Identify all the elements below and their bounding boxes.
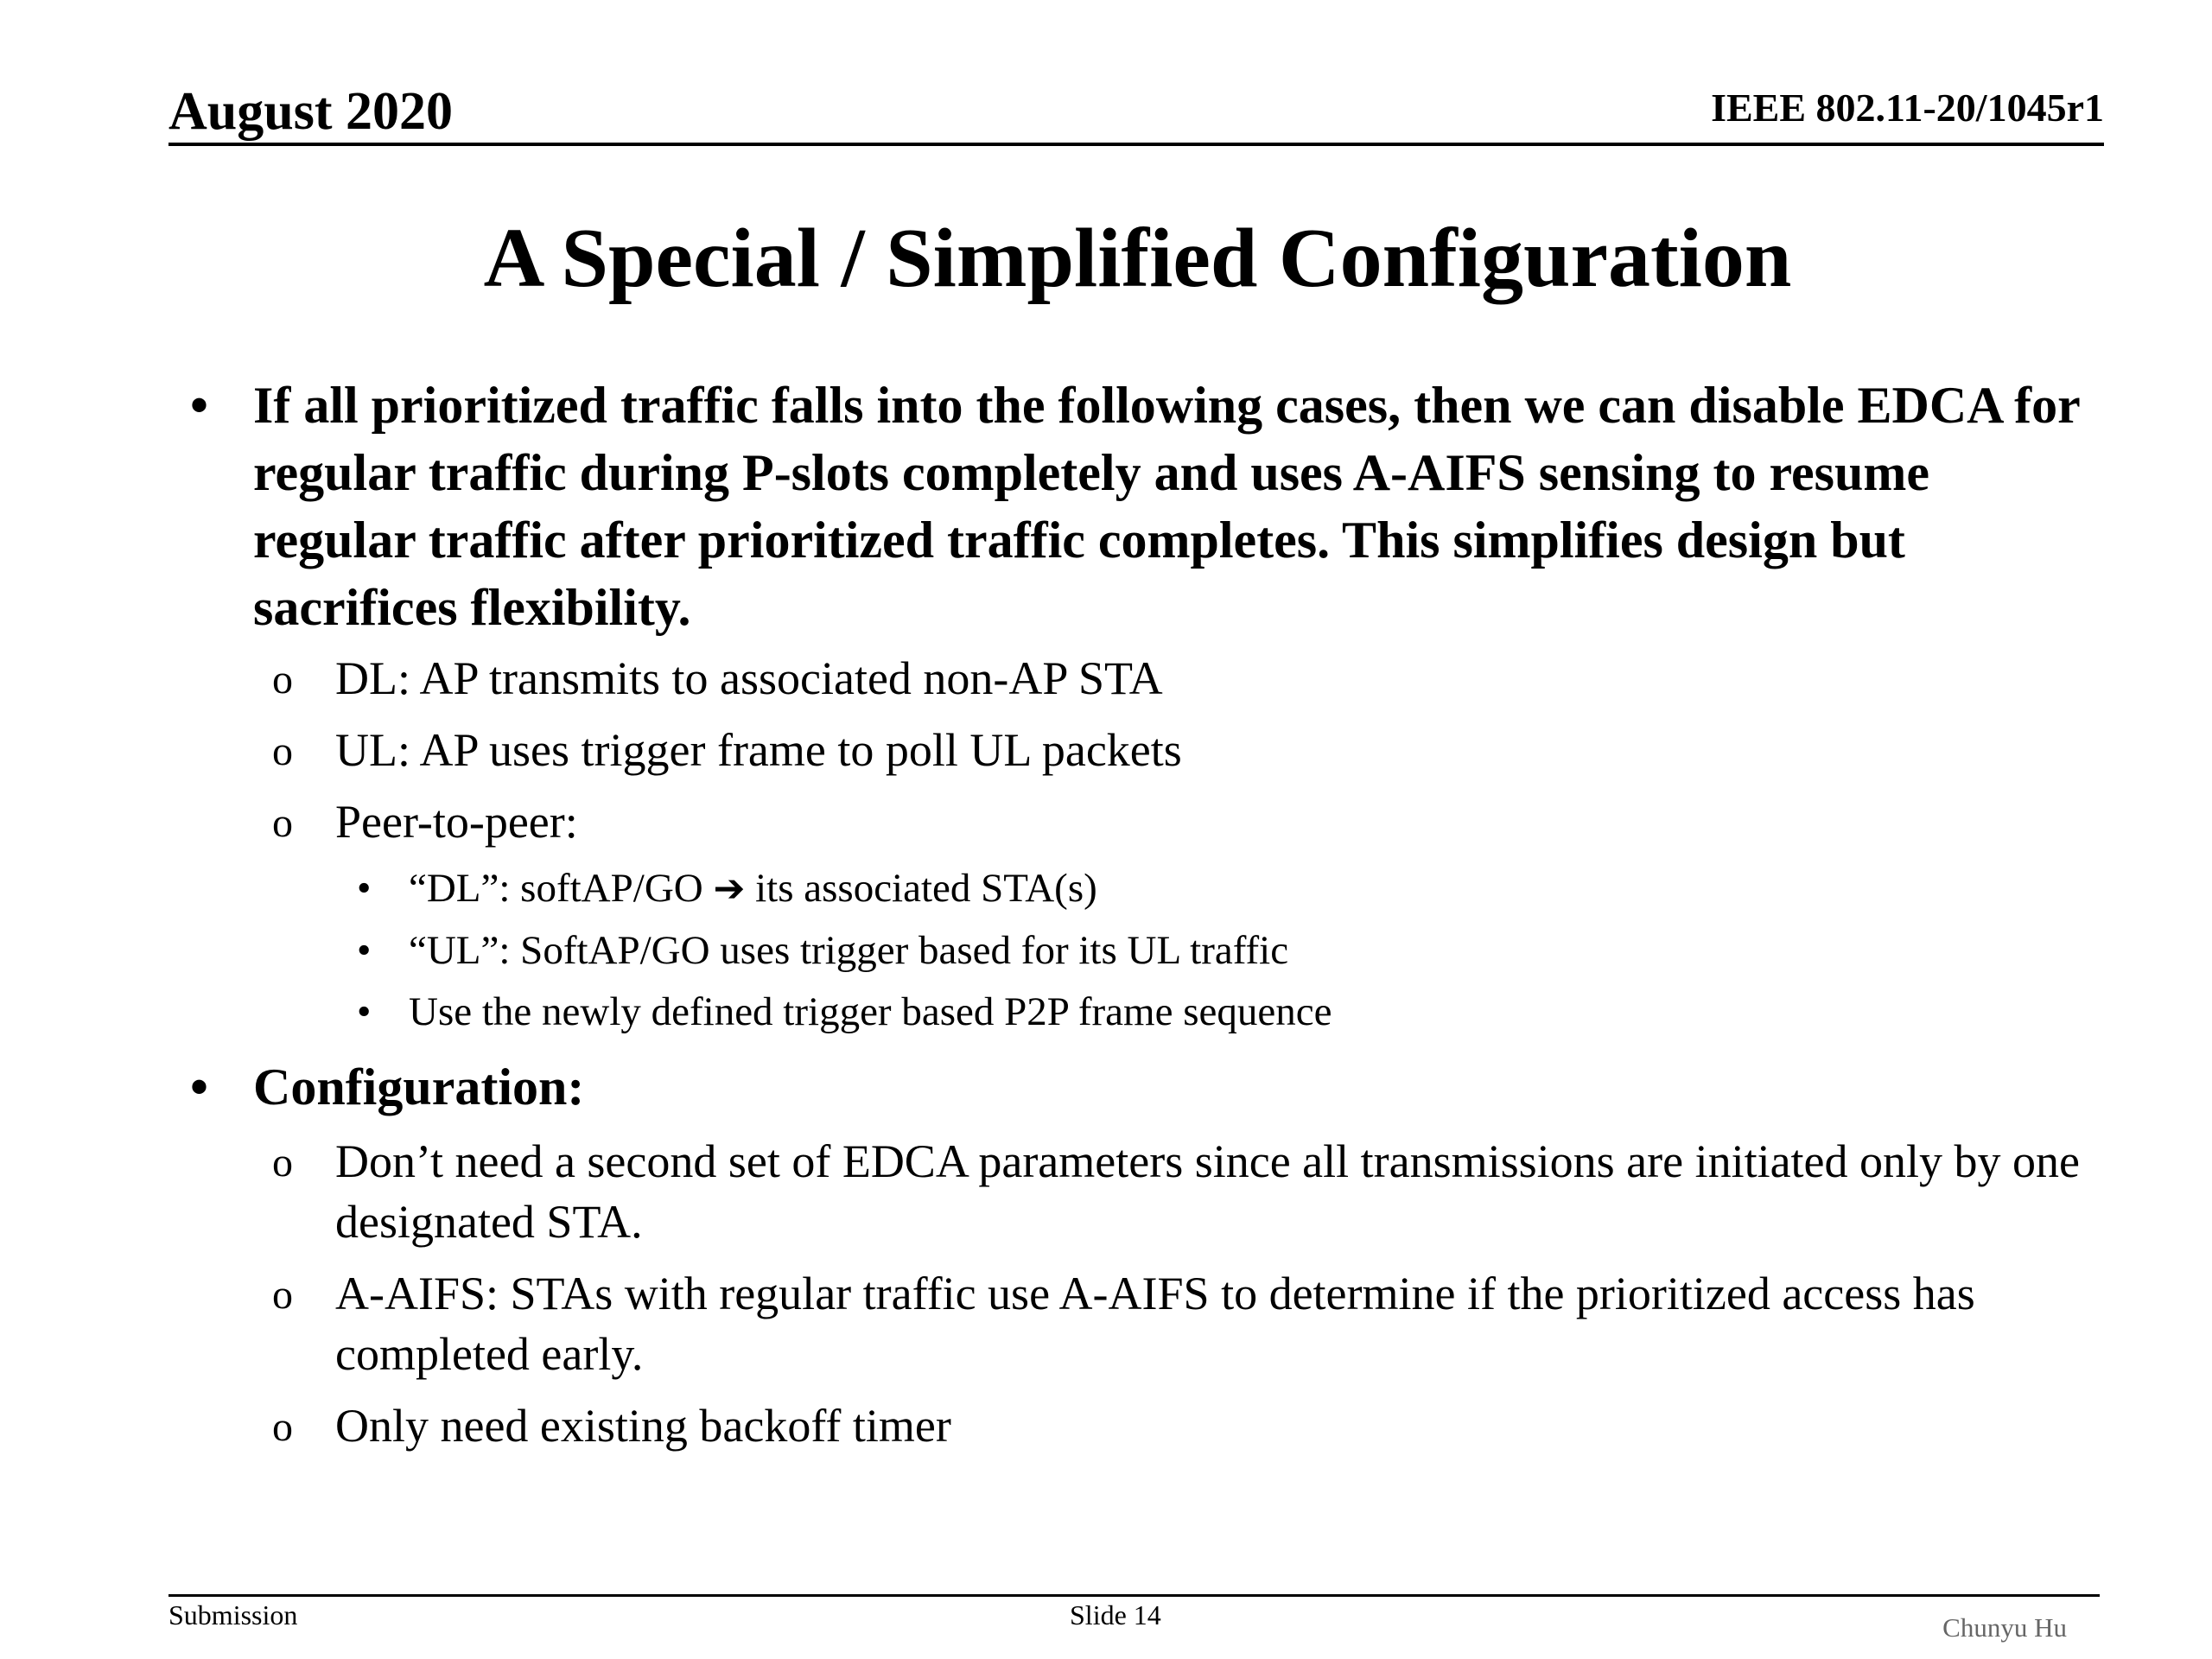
bullet-dot-icon: • (357, 866, 372, 911)
sub-bullet-a-aifs (168, 1263, 2104, 1384)
bullet-dot-icon: • (357, 928, 372, 973)
footer-rule (168, 1594, 2100, 1597)
bullet-text: If all prioritized traffic falls into the following cases, then we can disable EDCA for regular traffic during P-slots completely and uses A-AIFS sensing to resume regular traffic after prioritized traffic completes. This simplifies design but sacrifices flexibility. (253, 377, 2080, 636)
bullet-prioritized-traffic (168, 372, 2104, 641)
sub-bullet-p2p (168, 791, 2104, 852)
bullet-configuration (168, 1053, 2104, 1121)
slide-body (168, 372, 2104, 1456)
sub-bullet-text: A-AIFS: STAs with regular traffic use A-AIFS to determine if the prioritized access has completed early. (335, 1268, 1975, 1380)
sub-bullet-edca-params (168, 1131, 2104, 1252)
sub-bullet-text: Only need existing backoff timer (335, 1400, 951, 1452)
sub-bullet-dl (168, 648, 2104, 709)
bullet-dot-icon: • (357, 989, 372, 1034)
slide-title: A Special / Simplified Configuration (483, 212, 1792, 305)
p2p-item-text-after: its associated STA(s) (755, 866, 1097, 911)
circle-bullet-icon: o (272, 657, 293, 702)
footer-slide-number: Slide 14 (1070, 1599, 1161, 1630)
bullet-text: Configuration: (253, 1058, 585, 1116)
bullet-dot-icon: • (190, 377, 209, 434)
sub-bullet-backoff (168, 1395, 2104, 1456)
sub-bullet-ul (168, 720, 2104, 780)
circle-bullet-icon: o (272, 1272, 293, 1318)
slide-header (168, 76, 2104, 145)
footer-submission: Submission (168, 1599, 298, 1630)
sub-bullet-text: UL: AP uses trigger frame to poll UL packets (335, 724, 1182, 776)
footer-author: Chunyu Hu (1942, 1612, 2067, 1643)
p2p-item-dl (168, 862, 2104, 915)
p2p-item-sequence (168, 986, 2104, 1038)
sub-bullet-text: Peer-to-peer: (335, 796, 578, 848)
circle-bullet-icon: o (272, 728, 293, 774)
sub-bullet-text: Don’t need a second set of EDCA parameters since all transmissions are initiated only by one designated STA. (335, 1135, 2080, 1248)
circle-bullet-icon: o (272, 1404, 293, 1450)
sub-bullet-text: DL: AP transmits to associated non-AP STA (335, 652, 1163, 704)
p2p-item-text: Use the newly defined trigger based P2P frame sequence (409, 989, 1332, 1034)
p2p-item-text: “UL”: SoftAP/GO uses trigger based for its UL traffic (409, 928, 1289, 973)
header-rule (168, 143, 2104, 146)
p2p-item-text: “DL”: softAP/GO (409, 866, 703, 911)
p2p-item-ul (168, 925, 2104, 976)
circle-bullet-icon: o (272, 1140, 293, 1185)
header-doc-id: IEEE 802.11-20/1045r1 (1711, 86, 2104, 130)
bullet-dot-icon: • (190, 1058, 209, 1116)
right-arrow-icon: ➔ (713, 867, 746, 911)
circle-bullet-icon: o (272, 800, 293, 846)
header-date: August 2020 (168, 82, 454, 141)
